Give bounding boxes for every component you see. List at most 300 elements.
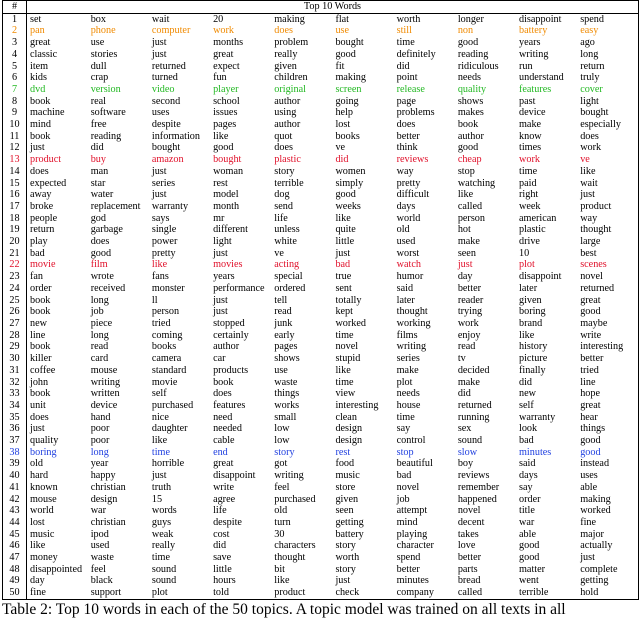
topic-word: beautiful bbox=[396, 458, 433, 470]
topic-number: 40 bbox=[3, 470, 27, 482]
table-row bbox=[3, 119, 639, 131]
topic-word: war bbox=[90, 505, 106, 517]
topic-word: longer bbox=[457, 13, 484, 25]
topic-word: ve bbox=[577, 154, 638, 166]
topic-word: truth bbox=[151, 481, 172, 493]
topic-word: product bbox=[30, 154, 62, 166]
topic-word: device bbox=[519, 107, 546, 119]
topic-word: flat bbox=[335, 13, 350, 25]
topic-word: got bbox=[274, 458, 288, 470]
table-row bbox=[3, 575, 639, 587]
topic-number: 48 bbox=[3, 564, 27, 576]
topic-word: amazon bbox=[151, 154, 184, 166]
topic-word: story bbox=[335, 563, 356, 575]
topic-word: lost bbox=[30, 516, 45, 528]
topic-word: minutes bbox=[396, 575, 429, 587]
table-row bbox=[3, 72, 639, 84]
topic-word: sound bbox=[457, 435, 483, 447]
topic-word: makes bbox=[457, 107, 484, 119]
topic-word: order bbox=[30, 282, 52, 294]
topic-word: uses bbox=[577, 470, 638, 482]
topic-word: pages bbox=[274, 341, 298, 353]
topic-word: warranty bbox=[151, 200, 189, 212]
topic-word: pages bbox=[213, 119, 237, 131]
topic-word: use bbox=[335, 25, 350, 37]
topic-word: music bbox=[335, 470, 360, 482]
topic-word: given bbox=[519, 294, 542, 306]
topic-word: boring bbox=[519, 306, 546, 318]
topic-word: light bbox=[213, 236, 232, 248]
topic-word: line bbox=[30, 329, 46, 341]
table-row bbox=[3, 13, 639, 25]
topic-word: acting bbox=[274, 259, 300, 271]
topic-word: war bbox=[519, 516, 535, 528]
topic-word: video bbox=[151, 83, 175, 95]
topic-word: drive bbox=[519, 236, 540, 248]
topic-word: despite bbox=[151, 119, 181, 131]
topic-word: book bbox=[213, 376, 234, 388]
topic-number: 47 bbox=[3, 552, 27, 564]
topic-word: model bbox=[213, 189, 239, 201]
topic-word: rest bbox=[335, 446, 351, 458]
topic-word: book bbox=[30, 388, 51, 400]
topic-word: warranty bbox=[519, 411, 556, 423]
topic-word: small bbox=[274, 411, 297, 423]
topic-word: second bbox=[151, 95, 181, 107]
topic-word: old bbox=[274, 505, 288, 517]
topic-word: still bbox=[396, 25, 412, 37]
topic-word: film bbox=[90, 259, 108, 271]
topic-word: self bbox=[519, 399, 534, 411]
topic-word: plastic bbox=[519, 224, 546, 236]
topic-word: uses bbox=[151, 107, 170, 119]
topic-word: spend bbox=[396, 552, 421, 564]
topic-word: job bbox=[90, 306, 104, 318]
topic-word: watching bbox=[457, 177, 496, 189]
topic-word: car bbox=[213, 353, 226, 365]
topic-word: just bbox=[151, 165, 167, 177]
topic-number: 14 bbox=[3, 166, 27, 178]
topic-word: store bbox=[335, 481, 356, 493]
topic-word: performance bbox=[213, 282, 265, 294]
topic-word: version bbox=[90, 83, 121, 95]
topic-word: bad bbox=[519, 435, 534, 447]
table-row bbox=[3, 61, 639, 73]
topic-word: work bbox=[213, 25, 234, 37]
topic-word: christian bbox=[90, 516, 126, 528]
topic-word: dvd bbox=[30, 83, 46, 95]
topic-word: true bbox=[335, 271, 352, 283]
topic-number: 10 bbox=[3, 119, 27, 131]
table-row bbox=[3, 458, 639, 470]
topic-word: author bbox=[274, 119, 301, 131]
table-row bbox=[3, 353, 639, 365]
topic-word: story bbox=[274, 165, 295, 177]
topic-word: worth bbox=[335, 552, 360, 564]
topic-word: good bbox=[577, 435, 638, 447]
topic-word: able bbox=[577, 482, 638, 494]
topic-word: year bbox=[90, 458, 109, 470]
topic-word: picture bbox=[519, 353, 548, 365]
topic-word: turned bbox=[151, 72, 178, 84]
topic-word: known bbox=[30, 481, 58, 493]
topic-word: little bbox=[335, 236, 355, 248]
topic-word: fans bbox=[151, 271, 169, 283]
topic-word: classic bbox=[30, 48, 58, 60]
topic-word: plot bbox=[519, 259, 535, 271]
topic-word: just bbox=[577, 552, 638, 564]
topic-word: free bbox=[90, 119, 107, 131]
table-row bbox=[3, 201, 639, 213]
topic-word: unit bbox=[30, 399, 46, 411]
topic-word: look bbox=[519, 423, 538, 435]
topic-word: boy bbox=[457, 458, 474, 470]
topic-word: bought bbox=[577, 107, 638, 119]
topic-number: 41 bbox=[3, 482, 27, 494]
topic-word: item bbox=[30, 60, 49, 72]
topic-word: good bbox=[457, 142, 479, 154]
topic-number: 46 bbox=[3, 540, 27, 552]
topic-word: understand bbox=[519, 72, 564, 84]
topic-word: going bbox=[335, 95, 359, 107]
topic-word: disappoint bbox=[519, 271, 562, 283]
topic-word: check bbox=[332, 587, 393, 599]
topic-word: new bbox=[30, 317, 47, 329]
topic-word: good bbox=[90, 247, 112, 259]
topic-word: food bbox=[335, 458, 355, 470]
top-words-header: Top 10 Words bbox=[27, 1, 639, 14]
topic-word: good bbox=[457, 37, 479, 49]
topic-word: quite bbox=[335, 224, 356, 236]
topic-word: box bbox=[90, 13, 106, 25]
topic-word: issues bbox=[213, 107, 238, 119]
topic-word: years bbox=[519, 37, 541, 49]
topic-word: stories bbox=[90, 48, 118, 60]
topic-word: needs bbox=[396, 388, 420, 400]
topic-word: features bbox=[519, 83, 552, 95]
topic-word: need bbox=[213, 411, 233, 423]
topic-word: thought bbox=[577, 224, 638, 236]
topic-number: 16 bbox=[3, 189, 27, 201]
topic-word: day bbox=[457, 271, 473, 283]
topic-word: waste bbox=[274, 376, 298, 388]
topic-number: 11 bbox=[3, 131, 27, 143]
topic-word: writing bbox=[274, 470, 304, 482]
topic-word: mind bbox=[396, 516, 418, 528]
table-header-row bbox=[3, 1, 639, 14]
topic-number: 12 bbox=[3, 142, 27, 154]
topic-word: hear bbox=[577, 412, 638, 424]
topic-word: really bbox=[151, 540, 176, 552]
table-row bbox=[3, 248, 639, 260]
topic-word: purchased bbox=[274, 493, 316, 505]
topic-word: novel bbox=[335, 341, 359, 353]
topic-word: does bbox=[274, 142, 293, 154]
topic-word: long bbox=[90, 446, 109, 458]
topic-word: killer bbox=[30, 353, 52, 365]
topic-word: like bbox=[519, 329, 535, 341]
topic-word: world bbox=[30, 505, 54, 517]
topic-word: line bbox=[577, 377, 638, 389]
topic-word: does bbox=[30, 411, 49, 423]
topic-word: support bbox=[88, 587, 149, 599]
topic-word: product bbox=[271, 587, 332, 599]
topic-word: bread bbox=[457, 575, 481, 587]
topic-number: 15 bbox=[3, 178, 27, 190]
topic-word: design bbox=[90, 493, 118, 505]
table-row bbox=[3, 107, 639, 119]
topic-word: light bbox=[577, 96, 638, 108]
topic-word: cover bbox=[577, 84, 638, 96]
table-row bbox=[3, 283, 639, 295]
topic-word: hold bbox=[577, 587, 638, 599]
topic-word: book bbox=[30, 130, 51, 142]
topic-word: time bbox=[335, 376, 354, 388]
topic-word: god bbox=[90, 212, 106, 224]
topic-word: remember bbox=[457, 481, 500, 493]
topic-word: title bbox=[519, 505, 535, 517]
table-row bbox=[3, 388, 639, 400]
topic-word: kept bbox=[335, 306, 353, 318]
topic-word: use bbox=[274, 364, 288, 376]
topic-word: garbage bbox=[90, 224, 123, 236]
topic-word: time bbox=[151, 552, 170, 564]
topic-word: weeks bbox=[335, 200, 361, 212]
topic-word: know bbox=[519, 130, 542, 142]
topic-word: power bbox=[151, 236, 178, 248]
topic-word: called bbox=[455, 587, 516, 599]
table-row bbox=[3, 131, 639, 143]
topic-number: 9 bbox=[3, 107, 27, 119]
topic-word: junk bbox=[274, 317, 293, 329]
topic-number: 2 bbox=[3, 25, 27, 37]
topic-word: read bbox=[274, 306, 292, 318]
topic-word: thought bbox=[396, 306, 428, 318]
topic-word: does bbox=[30, 165, 49, 177]
table-row bbox=[3, 377, 639, 389]
topic-word: making bbox=[274, 13, 305, 25]
topic-word: fan bbox=[30, 271, 44, 283]
topic-word: 15 bbox=[151, 493, 163, 505]
topic-word: problem bbox=[274, 37, 309, 49]
topic-word: read bbox=[457, 341, 476, 353]
topic-word: series bbox=[151, 177, 176, 189]
topic-word: information bbox=[151, 130, 200, 142]
topic-word: best bbox=[577, 248, 638, 260]
table-row bbox=[3, 259, 639, 271]
topic-word: better bbox=[457, 552, 482, 564]
topic-word: week bbox=[519, 200, 541, 212]
topic-word: turn bbox=[274, 516, 291, 528]
topic-number: 7 bbox=[3, 84, 27, 96]
topic-word: actually bbox=[577, 540, 638, 552]
topic-word: running bbox=[457, 411, 490, 423]
topic-word: able bbox=[519, 528, 536, 540]
topic-word: hand bbox=[90, 411, 111, 423]
topic-word: long bbox=[577, 49, 638, 61]
topic-word: work bbox=[457, 317, 479, 329]
topic-word: like bbox=[151, 259, 168, 271]
topic-word: disappointed bbox=[30, 563, 83, 575]
topic-word: life bbox=[274, 212, 288, 224]
topic-word: said bbox=[519, 458, 536, 470]
topic-word: view bbox=[335, 388, 356, 400]
topic-word: written bbox=[90, 388, 120, 400]
topic-word: especially bbox=[577, 119, 638, 131]
topic-word: ordered bbox=[274, 282, 306, 294]
topic-word: hard bbox=[30, 470, 49, 482]
topic-word: card bbox=[90, 353, 109, 365]
topic-word: terrible bbox=[516, 587, 577, 599]
topic-number: 50 bbox=[3, 587, 27, 599]
table-row bbox=[3, 166, 639, 178]
table-row bbox=[3, 505, 639, 517]
topics-table bbox=[2, 0, 639, 600]
topic-word: make bbox=[457, 376, 480, 388]
topic-word: making bbox=[335, 72, 366, 84]
topic-word: better bbox=[457, 282, 482, 294]
topic-word: use bbox=[90, 37, 105, 49]
table-row bbox=[3, 306, 639, 318]
table-row bbox=[3, 341, 639, 353]
topic-number: 17 bbox=[3, 201, 27, 213]
topic-word: really bbox=[274, 48, 298, 60]
topic-word: waste bbox=[90, 552, 114, 564]
topic-word: years bbox=[213, 271, 235, 283]
topic-word: bought bbox=[213, 154, 242, 166]
topic-word: books bbox=[151, 341, 177, 353]
topic-word: time bbox=[335, 329, 354, 341]
topic-word: job bbox=[396, 493, 410, 505]
topic-word: tell bbox=[274, 294, 288, 306]
table-row bbox=[3, 96, 639, 108]
table-row bbox=[3, 49, 639, 61]
topic-number: 25 bbox=[3, 295, 27, 307]
topic-number: 36 bbox=[3, 423, 27, 435]
topic-number: 39 bbox=[3, 458, 27, 470]
topic-number: 13 bbox=[3, 154, 27, 166]
topic-word: sent bbox=[335, 282, 352, 294]
topic-word: just bbox=[151, 37, 167, 49]
topic-word: ridiculous bbox=[457, 60, 499, 72]
topic-word: just bbox=[213, 294, 228, 306]
topic-word: design bbox=[335, 423, 363, 435]
topic-word: life bbox=[213, 505, 227, 517]
topic-number: 29 bbox=[3, 341, 27, 353]
topic-word: away bbox=[30, 189, 52, 201]
topic-word: takes bbox=[457, 528, 479, 540]
topic-word: large bbox=[577, 236, 638, 248]
topic-word: like bbox=[457, 189, 474, 201]
topic-word: reader bbox=[457, 294, 484, 306]
topic-word: 20 bbox=[213, 13, 224, 25]
topic-word: children bbox=[274, 72, 308, 84]
topic-word: original bbox=[274, 83, 306, 95]
topic-number: 1 bbox=[3, 13, 27, 25]
table-row bbox=[3, 178, 639, 190]
table-row bbox=[3, 470, 639, 482]
topic-word: called bbox=[457, 200, 483, 212]
table-row bbox=[3, 412, 639, 424]
topic-word: tried bbox=[577, 365, 638, 377]
topic-word: major bbox=[577, 529, 638, 541]
topic-word: machine bbox=[30, 107, 65, 119]
table-caption: Table 2: Top 10 words in each of the 50 topics. A topic model was trained on all texts in all bbox=[2, 601, 566, 618]
topic-word: great bbox=[30, 37, 51, 49]
topic-number: 30 bbox=[3, 353, 27, 365]
topic-number: 22 bbox=[3, 259, 27, 271]
topic-word: computer bbox=[151, 25, 191, 37]
topic-number: 8 bbox=[3, 96, 27, 108]
topic-word: work bbox=[519, 154, 540, 166]
topic-word: quot bbox=[274, 130, 293, 142]
topic-word: feel bbox=[274, 481, 290, 493]
table-row bbox=[3, 236, 639, 248]
table-row bbox=[3, 540, 639, 552]
topic-word: spend bbox=[577, 13, 638, 25]
topic-word: great bbox=[213, 458, 234, 470]
topic-word: using bbox=[274, 107, 297, 119]
topic-word: coming bbox=[151, 329, 183, 341]
topic-word: love bbox=[457, 540, 476, 552]
topic-word: help bbox=[335, 107, 353, 119]
topic-word: agree bbox=[213, 493, 236, 505]
topic-word: interesting bbox=[577, 341, 638, 353]
topic-word: 30 bbox=[274, 528, 285, 540]
topic-word: later bbox=[519, 282, 538, 294]
topic-word: book bbox=[30, 306, 51, 318]
topic-word: cheap bbox=[457, 154, 482, 166]
topic-word: does bbox=[213, 388, 232, 400]
topic-word: product bbox=[577, 201, 638, 213]
topic-word: plot bbox=[149, 587, 210, 599]
topic-word: terrible bbox=[274, 177, 304, 189]
topic-word: design bbox=[335, 435, 363, 447]
table-row bbox=[3, 142, 639, 154]
topic-word: mouse bbox=[30, 493, 57, 505]
topic-word: guys bbox=[151, 516, 172, 528]
topic-word: watch bbox=[396, 259, 421, 271]
topic-word: daughter bbox=[151, 423, 188, 435]
table-row bbox=[3, 564, 639, 576]
topic-word: wait bbox=[577, 178, 638, 190]
topic-word: plot bbox=[396, 376, 413, 388]
topic-word: decided bbox=[457, 364, 490, 376]
topic-number: 33 bbox=[3, 388, 27, 400]
topic-word: things bbox=[577, 423, 638, 435]
table-row bbox=[3, 295, 639, 307]
topic-word: said bbox=[396, 282, 414, 294]
topic-word: author bbox=[274, 95, 301, 107]
topic-word: just bbox=[151, 48, 167, 60]
topic-word: like bbox=[151, 435, 168, 447]
topic-word: battery bbox=[519, 25, 548, 37]
topic-word: different bbox=[213, 224, 248, 236]
topic-word: hours bbox=[213, 575, 236, 587]
topic-word: book bbox=[30, 294, 51, 306]
table-row bbox=[3, 435, 639, 447]
topic-word: novel bbox=[457, 505, 481, 517]
topic-word: broke bbox=[30, 200, 54, 212]
topic-word: make bbox=[396, 364, 419, 376]
topic-word: received bbox=[90, 282, 126, 294]
topic-word: returned bbox=[577, 283, 638, 295]
topic-word: days bbox=[519, 470, 538, 482]
topic-word: features bbox=[213, 399, 246, 411]
topic-word: house bbox=[396, 399, 421, 411]
topic-word: working bbox=[396, 317, 431, 329]
topic-word: day bbox=[30, 575, 45, 587]
